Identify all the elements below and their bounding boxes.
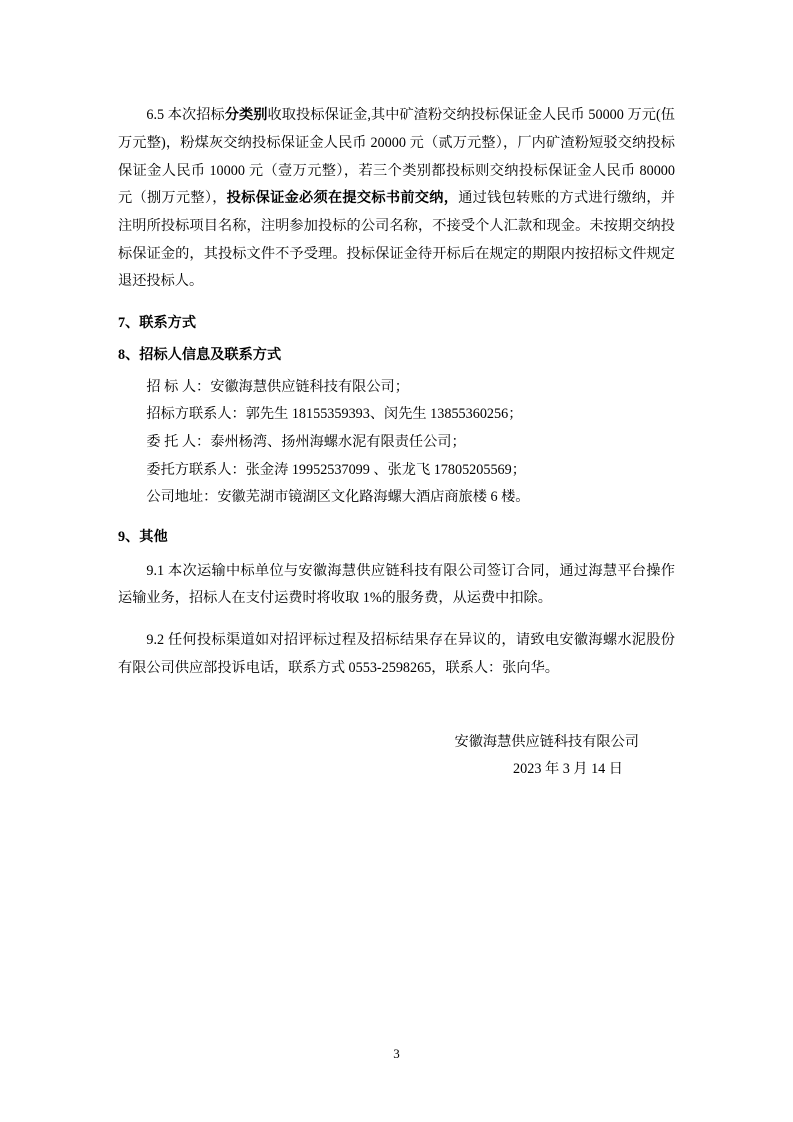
contact-label: 招 标 人： <box>146 378 211 395</box>
contact-value: 郭先生 18155359393、闵先生 13855360256； <box>245 406 523 423</box>
contact-label: 公司地址： <box>146 489 218 506</box>
contact-label: 委 托 人： <box>146 433 211 450</box>
contact-value: 张金涛 19952537099 、张龙飞 17805205569； <box>245 461 526 478</box>
paragraph-9-2: 9.2 任何投标渠道如对招评标过程及招标结果存在异议的，请致电安徽海螺水泥股份有限公司供应部投诉电话，联系方式 0553-2598265，联系人：张向华。 <box>118 632 675 676</box>
paragraph-9-1: 9.1 本次运输中标单位与安徽海慧供应链科技有限公司签订合同，通过海慧平台操作运输业务，招标人在支付运费时将收取 1%的服务费，从运费中扣除。 <box>118 562 675 607</box>
signature-company: 安徽海慧供应链科技有限公司 <box>454 733 639 750</box>
contact-value: 泰州杨湾、扬州海螺水泥有限责任公司； <box>210 433 466 450</box>
paragraph-6-5-bold-2: 投标保证金必须在提交标书前交纳， <box>226 190 459 207</box>
signature-date: 2023 年 3 月 14 日 <box>513 760 623 777</box>
paragraph-6-5-lead: 6.5 本次招标 <box>146 107 225 124</box>
contact-row <box>146 484 675 512</box>
contact-row <box>146 374 675 402</box>
paragraph-6-5-mid: 收取投标保证金,其中矿渣粉交纳投标保证金人民币 50000 万元(伍万元整)，粉煤灰交纳投标保证金人民币 20000 元（贰万元整），厂内矿渣粉短驳交纳投标保证金人民币 10000 元（壹万元整），若三个类别都投标则交纳投标保证金人民币 80000 元（捌万元整）， <box>118 107 675 207</box>
heading-other: 9、其他 <box>118 529 168 545</box>
contact-value: 安徽芜湖市镜湖区文化路海螺大酒店商旅楼 6 楼。 <box>217 489 530 506</box>
signature-block <box>118 729 675 783</box>
paragraph-6-5-tail: 通过钱包转账的方式进行缴纳，并注明所投标项目名称，注明参加投标的公司名称，不接受个人汇款和现金。未按期交纳投标保证金的，其投标文件不予受理。投标保证金待开标后在规定的期限内按招标文件规定退还投标人。 <box>118 190 675 290</box>
contact-list <box>118 374 675 512</box>
contact-label: 招标方联系人： <box>146 406 246 423</box>
paragraph-6-5-bold-1: 分类别 <box>224 107 268 124</box>
contact-row <box>146 401 675 429</box>
contact-label: 委托方联系人： <box>146 461 246 478</box>
paragraph-6-5 <box>118 102 675 296</box>
heading-bidder-info: 8、招标人信息及联系方式 <box>118 346 282 363</box>
heading-contact-method: 7、联系方式 <box>118 315 197 332</box>
contact-value: 安徽海慧供应链科技有限公司； <box>210 378 409 395</box>
contact-row <box>146 429 675 457</box>
contact-row <box>146 457 675 485</box>
page-number: 3 <box>393 1046 400 1061</box>
